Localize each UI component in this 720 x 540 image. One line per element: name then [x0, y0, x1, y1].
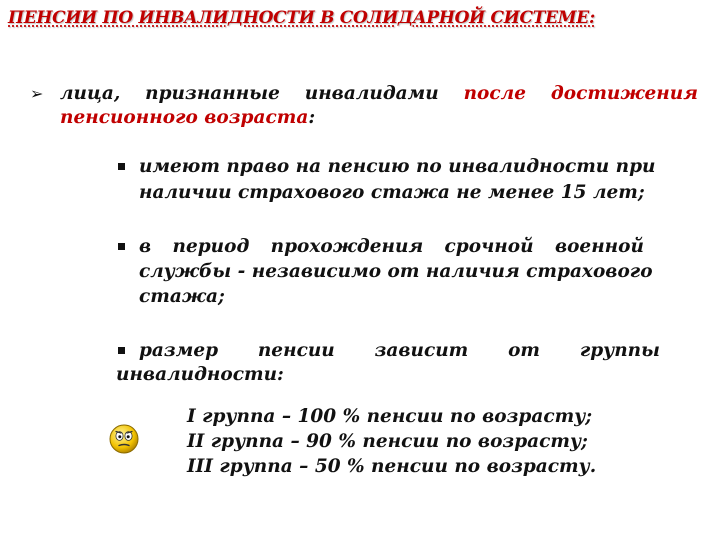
square-bullet-icon — [118, 163, 125, 170]
sub3-word: размер — [139, 340, 219, 361]
smiley-face-icon — [109, 424, 139, 454]
sub3-word: группы — [579, 340, 660, 361]
sub2-word: в — [139, 236, 152, 257]
sub2-line-3: стажа; — [139, 286, 225, 307]
sub2-line-2: службы - независимо от наличия страхового — [139, 261, 653, 282]
main-point-colon: : — [308, 107, 316, 128]
main-point-word: лица, — [60, 83, 121, 104]
sub3-word: зависит — [374, 340, 469, 361]
sub2-word: срочной — [444, 236, 534, 257]
group-line-2: II группа – 90 % пенсии по возрасту; — [187, 431, 588, 452]
main-point-word-highlight: после — [463, 83, 526, 104]
main-point-line-2 — [60, 106, 315, 130]
sub1-line-1: имеют право на пенсию по инвалидности при — [139, 156, 656, 177]
main-point-line-1 — [60, 82, 698, 106]
page-title: ПЕНСИИ ПО ИНВАЛИДНОСТИ В СОЛИДАРНОЙ СИСТЕМЕ: — [8, 8, 595, 28]
main-point-word: признанные — [145, 83, 280, 104]
sub2-line-1 — [139, 235, 644, 259]
group-line-1: I группа – 100 % пенсии по возрасту; — [187, 406, 593, 427]
sub2-word: период — [172, 236, 250, 257]
sub2-word: прохождения — [270, 236, 424, 257]
sub2-word: военной — [554, 236, 644, 257]
main-point-highlight: пенсионного возраста — [60, 107, 309, 128]
main-point-word: инвалидами — [304, 83, 439, 104]
main-point-word-highlight: достижения — [550, 83, 698, 104]
arrow-bullet-icon: ➢ — [30, 84, 44, 103]
group-line-3: III группа – 50 % пенсии по возрасту. — [187, 456, 597, 477]
sub3-word: от — [508, 340, 540, 361]
sub3-word: пенсии — [257, 340, 335, 361]
sub3-line-1 — [139, 339, 660, 363]
sub3-line-2: инвалидности: — [116, 364, 284, 385]
sub1-line-2: наличии страхового стажа не менее 15 лет; — [139, 182, 645, 203]
square-bullet-icon — [118, 347, 125, 354]
square-bullet-icon — [118, 243, 125, 250]
